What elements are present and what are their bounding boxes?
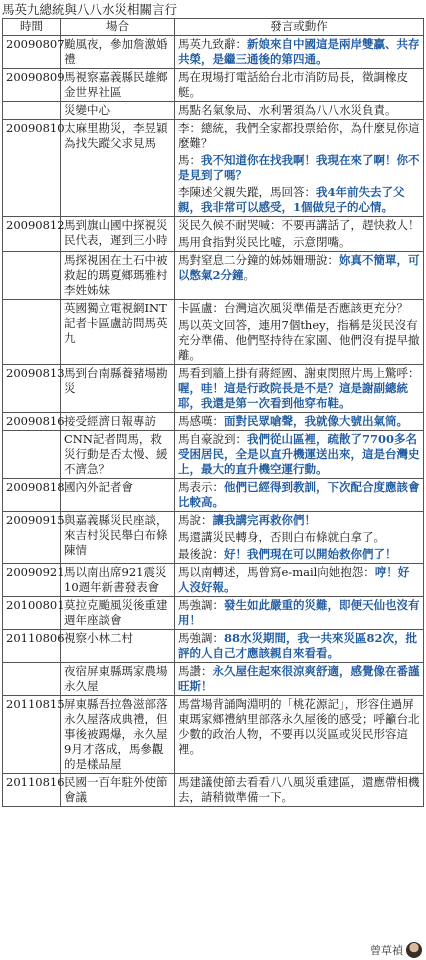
row-date: 20110815 <box>3 696 61 774</box>
table-row <box>3 300 424 365</box>
row-speech <box>175 479 424 512</box>
speech-paragraph <box>178 513 420 528</box>
avatar <box>406 942 422 958</box>
row-date <box>3 252 61 300</box>
row-speech <box>175 597 424 630</box>
speech-text: 馬當場背誦陶淵明的「桃花源記」，形容住過屏東瑪家鄉禮納里部落永久屋後的感受；呼籲台北少數的政治人物，不要再以災區或災民形容這裡。 <box>178 697 420 756</box>
speech-text: 馬點名氣象局、水利署須為八八水災負責。 <box>178 103 397 117</box>
row-date <box>3 102 61 120</box>
row-speech <box>175 365 424 413</box>
row-place: 莫拉克颱風災後重建週年座談會 <box>61 597 175 630</box>
table-row <box>3 36 424 69</box>
speech-paragraph <box>178 432 420 477</box>
row-date: 20090812 <box>3 217 61 252</box>
row-place: 馬視察嘉義縣民雄鄉金世界社區 <box>61 69 175 102</box>
row-date: 20100801 <box>3 597 61 630</box>
row-speech <box>175 696 424 774</box>
header-place: 場合 <box>61 19 175 36</box>
speech-text: 李：總統，我們全家都投票給你，為什麼見你這麼難？ <box>178 121 420 150</box>
speech-paragraph <box>178 664 420 694</box>
table-row <box>3 120 424 217</box>
signature-name: 曾草禎 <box>370 944 403 957</box>
quote-highlight: 喔，哇！這是行政院長是不是？這是謝副總統耶，我還是第一次看到他穿布鞋。 <box>178 381 408 410</box>
quote-highlight: 他們已經得到教訓，下次配合度應該會比較高。 <box>178 480 420 509</box>
quote-highlight: 妳真不簡單，可以憋氣2分鐘 <box>178 253 420 282</box>
row-place: 颱風夜，參加詹激婚禮 <box>61 36 175 69</box>
speech-paragraph <box>178 547 420 562</box>
speech-text: 馬感嘆： <box>178 414 224 428</box>
speech-paragraph <box>178 530 420 545</box>
speech-text: 馬自豪說到： <box>178 432 247 446</box>
speech-paragraph <box>178 697 420 757</box>
speech-text: 馬以南轉述，馬曾寫e-mail向她抱怨： <box>178 565 375 579</box>
row-date: 20090809 <box>3 69 61 102</box>
header-date: 時間 <box>3 19 61 36</box>
speech-text: 馬還講災民轉身，否則白布條就白拿了。 <box>178 530 385 544</box>
quote-highlight: 面對民眾嗆聲，我就像大號出氣筒。 <box>224 414 408 428</box>
table-row <box>3 413 424 431</box>
speech-paragraph <box>178 775 420 805</box>
quote-highlight: 發生如此嚴重的災難，即便天仙也沒有用！ <box>178 598 420 627</box>
table-row <box>3 252 424 300</box>
row-place: 接受經濟日報專訪 <box>61 413 175 431</box>
speech-text: 馬建議使節去看看八八風災重建區，還應帶相機去，請稍微準備一下。 <box>178 775 420 804</box>
speech-text: 最後說： <box>178 547 224 561</box>
table-row <box>3 102 424 120</box>
row-speech <box>175 774 424 807</box>
row-place: 與嘉義縣災民座談，來吉村災民舉白布條陳情 <box>61 512 175 564</box>
quote-highlight: 哼！好人沒好報。 <box>178 565 410 594</box>
row-speech <box>175 69 424 102</box>
speech-paragraph <box>178 185 420 215</box>
speech-text: 馬： <box>178 153 201 167</box>
speech-paragraph <box>178 218 420 233</box>
row-speech <box>175 512 424 564</box>
row-date <box>3 300 61 365</box>
row-speech <box>175 252 424 300</box>
row-speech <box>175 413 424 431</box>
speech-text: 馬看到牆上掛有蔣經國、謝東閔照片馬上驚呼： <box>178 366 420 380</box>
speech-text: 馬在現場打電話給台北市消防局長，徵調橡皮艇。 <box>178 70 408 99</box>
row-place: 視察小林二村 <box>61 630 175 663</box>
row-date: 20090810 <box>3 120 61 217</box>
table-header-row <box>3 19 424 36</box>
speech-paragraph <box>178 153 420 183</box>
row-speech <box>175 431 424 479</box>
speech-paragraph <box>178 301 420 316</box>
quote-highlight: 新娘來自中國這是兩岸雙贏、共存共榮，是繼三通後的第四通。 <box>178 37 420 66</box>
speech-paragraph <box>178 366 420 411</box>
row-place: 民國一百年駐外使節會議 <box>61 774 175 807</box>
quote-highlight: 我4年前失去了父親，我非常可以感受，1個做兒子的心情。 <box>178 185 405 214</box>
row-date: 20090816 <box>3 413 61 431</box>
speech-text: 。 <box>243 268 256 282</box>
row-date <box>3 431 61 479</box>
speech-paragraph <box>178 414 420 429</box>
speech-paragraph <box>178 121 420 151</box>
speech-text: 馬表示： <box>178 480 224 494</box>
quote-highlight: 我們從山區裡，疏散了7700多名受困居民，全是以直升機運送出來，這是台灣史上，最大的直升機空運行動。 <box>178 432 420 476</box>
speech-text: 馬強調： <box>178 598 224 612</box>
row-place: 馬以南出席921震災10週年新書發表會 <box>61 564 175 597</box>
row-speech <box>175 630 424 663</box>
row-date: 20110806 <box>3 630 61 663</box>
speech-paragraph <box>178 235 420 250</box>
row-date: 20090807 <box>3 36 61 69</box>
table-row <box>3 663 424 696</box>
speech-text: 馬對窒息二分鐘的姊姊姍珊說： <box>178 253 339 267</box>
table-row <box>3 69 424 102</box>
speech-paragraph <box>178 631 420 661</box>
page-title: 馬英九總統與八八水災相關言行 <box>2 2 178 17</box>
table-row <box>3 431 424 479</box>
table-row <box>3 597 424 630</box>
speech-paragraph <box>178 598 420 628</box>
speech-text: 馬以英文回答，連用7個they，指稱是災民沒有充分準備、他們堅持待在家園、他們沒有提早撤離。 <box>178 318 420 362</box>
table-row <box>3 479 424 512</box>
speech-text: 馬英九致辭： <box>178 37 247 51</box>
row-place: 屏東縣吾拉魯滋部落永久屋落成典禮，但事後被踢爆，永久屋9月才落成，馬參觀的是樣品屋 <box>61 696 175 774</box>
speech-text: 災民久候不耐哭喊：不要再講話了，趕快救人！ <box>178 218 420 232</box>
quote-highlight: 我不知道你在找我啊！我現在來了啊！你不是見到了嗎？ <box>178 153 420 182</box>
row-place: 馬探視困在土石中被救起的瑪夏鄉瑪雅村李姓姊妹 <box>61 252 175 300</box>
table-row <box>3 630 424 663</box>
speech-paragraph <box>178 565 420 595</box>
speech-text: 馬讚： <box>178 664 213 678</box>
table-row <box>3 512 424 564</box>
speech-text: 卡區盧：台灣這次風災準備是否應該更充分？ <box>178 301 408 315</box>
quote-highlight: 讓我講完再救你們！ <box>212 513 316 527</box>
row-date: 20090921 <box>3 564 61 597</box>
row-date: 20090818 <box>3 479 61 512</box>
table-row <box>3 365 424 413</box>
speech-paragraph <box>178 37 420 67</box>
table-row <box>3 696 424 774</box>
speech-paragraph <box>178 103 420 118</box>
signature <box>370 942 422 958</box>
header-speech: 發言或動作 <box>175 19 424 36</box>
speech-paragraph <box>178 253 420 283</box>
row-place: 國內外記者會 <box>61 479 175 512</box>
speech-paragraph <box>178 318 420 363</box>
row-speech <box>175 217 424 252</box>
row-speech <box>175 120 424 217</box>
quote-highlight: 永久屋住起來很涼爽舒適，感覺像在番謹旺斯！ <box>178 664 420 693</box>
table-row <box>3 217 424 252</box>
row-place: 馬到台南縣養豬場勘災 <box>61 365 175 413</box>
row-date: 20090915 <box>3 512 61 564</box>
row-speech <box>175 36 424 69</box>
row-speech <box>175 663 424 696</box>
table-row <box>3 774 424 807</box>
speech-paragraph <box>178 480 420 510</box>
quote-highlight: 88水災期間，我一共來災區82次，批評的人自己才應該親自來看看。 <box>178 631 418 660</box>
row-place: 馬到旗山國中探視災民代表，遲到三小時 <box>61 217 175 252</box>
row-date: 20090813 <box>3 365 61 413</box>
table-row <box>3 564 424 597</box>
row-place: 災變中心 <box>61 102 175 120</box>
row-date <box>3 663 61 696</box>
row-place: 太麻里勘災，李昱穎為找失蹤父求見馬 <box>61 120 175 217</box>
row-speech <box>175 102 424 120</box>
events-table <box>2 18 424 807</box>
quote-highlight: 好！我們現在可以開始救你們了！ <box>224 547 397 561</box>
row-date: 20110816 <box>3 774 61 807</box>
speech-paragraph <box>178 70 420 100</box>
speech-text: 李陳述父親失蹤，馬回答： <box>178 185 316 199</box>
speech-text: 馬用食指對災民比嘘，示意閉嘴。 <box>178 235 351 249</box>
row-place: 英國獨立電視網INT記者卡區盧訪問馬英九 <box>61 300 175 365</box>
row-speech <box>175 300 424 365</box>
row-place: CNN記者問馬，救災行動是否太慢、緩不濟急？ <box>61 431 175 479</box>
speech-text: 馬強調： <box>178 631 224 645</box>
row-place: 夜宿屏東縣瑪家農場永久屋 <box>61 663 175 696</box>
speech-text: 馬說： <box>178 513 213 527</box>
row-speech <box>175 564 424 597</box>
